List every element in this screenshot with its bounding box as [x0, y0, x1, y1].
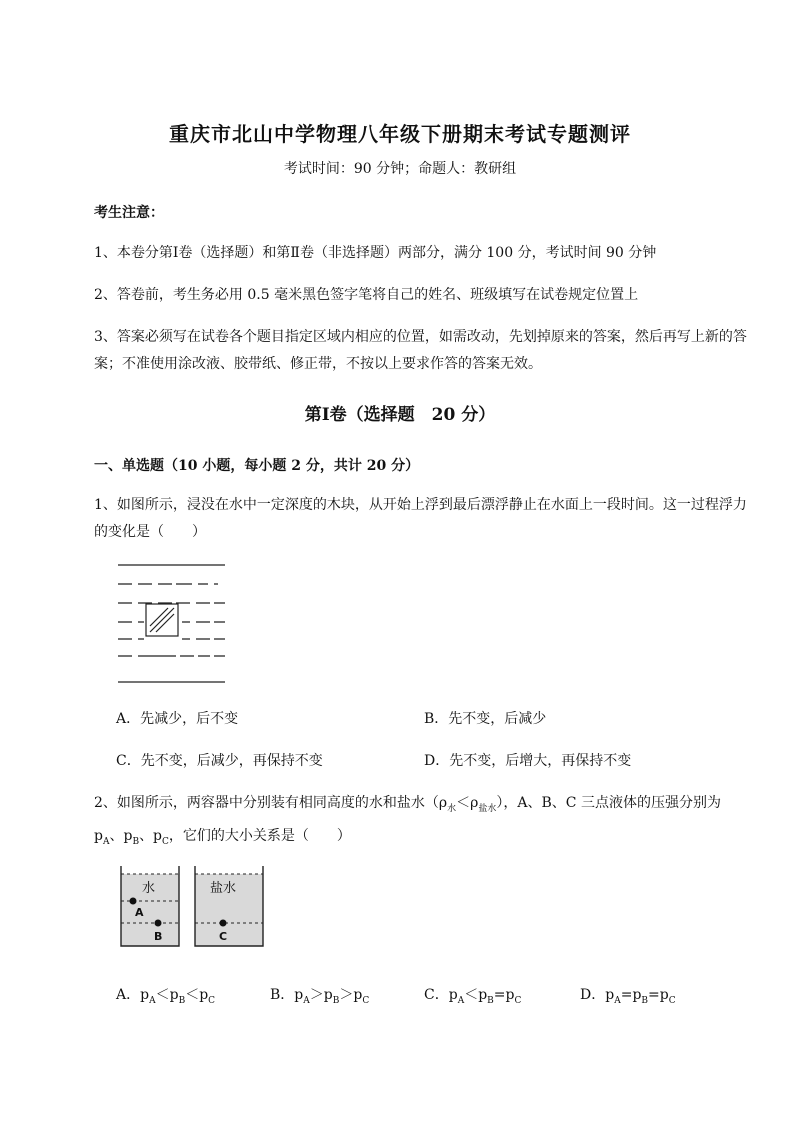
- q1-option-b[interactable]: B．先不变，后减少: [424, 711, 547, 727]
- point-c-label: C: [219, 930, 228, 943]
- note-1: 1、本卷分第Ⅰ卷（选择题）和第Ⅱ卷（非选择题）两部分，满分 100 分，考试时间 90 分钟: [94, 245, 657, 261]
- section-heading: 一、单选题（10 小题，每小题 2 分，共计 20 分）: [94, 458, 420, 474]
- water-label: 水: [142, 881, 156, 896]
- q2-option-c[interactable]: C．$p_A<p_B=p_C$: [424, 987, 522, 1006]
- point-a-label: A: [135, 906, 144, 919]
- q2-option-b[interactable]: B．$p_A>p_B>p_C$: [270, 987, 370, 1006]
- q2-containers-figure: [115, 864, 270, 952]
- page-title: 重庆市北山中学物理八年级下册期末考试专题测评: [169, 122, 631, 146]
- question-1-text: 1、如图所示，浸没在水中一定深度的木块，从开始上浮到最后漂浮静止在水面上一段时间。这一过程浮力的变化是（ ）: [94, 497, 747, 540]
- note-2: 2、答卷前，考生务必用 0.5 毫米黑色签字笔将自己的姓名、班级填写在试卷规定位置上: [94, 287, 639, 303]
- section-title: 第Ⅰ卷（选择题 20 分）: [304, 405, 496, 425]
- saltwater-label: 盐水: [210, 881, 237, 896]
- question-2-text: 2、如图所示，两容器中分别装有相同高度的水和盐水$(\rho_水<\rho_{盐水})$，A、B、C 三点液体的压强分别为 $p_A$、$p_B$、$p_C$，它们的大小关系是（ ）: [94, 795, 721, 847]
- point-b-label: B: [154, 930, 163, 943]
- q1-option-c[interactable]: C．先不变，后减少，再保持不变: [116, 753, 323, 769]
- note-3: 3、答案必须写在试卷各个题目指定区域内相应的位置，如需改动，先划掉原来的答案，然后再写上新的答案；不准使用涂改液、胶带纸、修正带，不按以上要求作答的答案无效。: [94, 329, 747, 372]
- q1-option-a[interactable]: A．先减少，后不变: [116, 711, 239, 727]
- exam-info: 考试时间：90 分钟；命题人：教研组: [283, 161, 517, 177]
- q1-water-block-figure: [110, 560, 230, 690]
- q1-option-d[interactable]: D．先不变，后增大，再保持不变: [424, 753, 632, 769]
- q2-option-a[interactable]: A．$p_A<p_B<p_C$: [116, 987, 216, 1006]
- notes-heading: 考生注意：: [94, 205, 164, 221]
- q2-option-d[interactable]: D．$p_A=p_B=p_C$: [580, 987, 676, 1006]
